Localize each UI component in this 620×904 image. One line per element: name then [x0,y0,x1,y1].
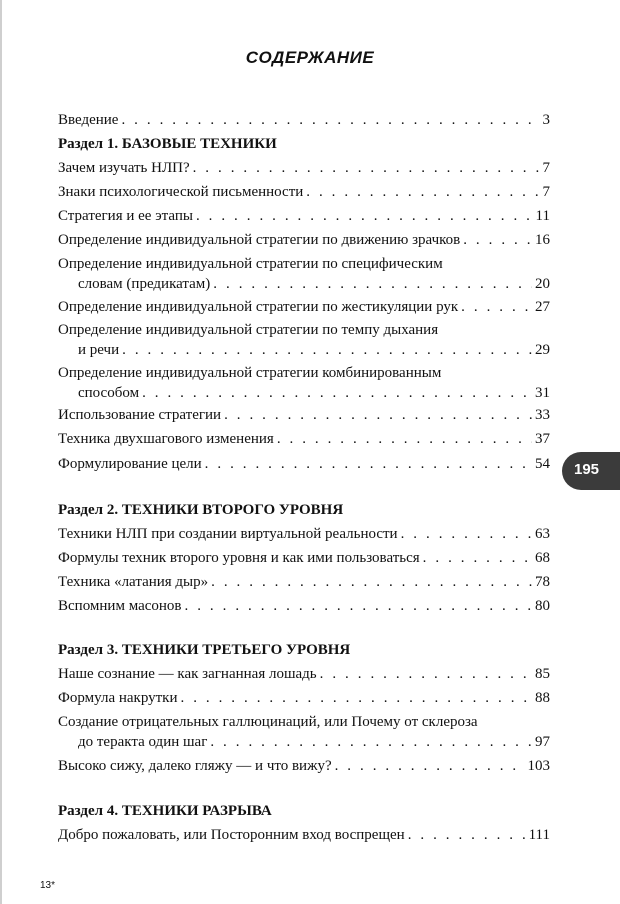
dot-leader [408,825,526,845]
dot-leader [205,454,532,474]
toc-entry: Формулы техник второго уровня и как ими пользоваться . . . 68 [58,548,550,568]
toc-entry: Вспомним масонов . . . 80 [58,596,550,616]
signature-mark: 13* [40,880,56,891]
toc-entry: Техники НЛП при создании виртуальной реальности . . . 63 [58,524,550,544]
page-title: СОДЕРЖАНИЕ [245,48,375,67]
dot-leader [463,230,532,250]
section-heading-4: Раздел 4. ТЕХНИКИ РАЗРЫВА [58,803,272,819]
dot-leader [277,429,532,449]
dot-leader [181,688,533,708]
toc-entry: Техника «латания дыр» . . . 78 [58,572,550,592]
toc-entry: Использование стратегии . . . 33 [58,405,550,425]
toc-entry: Определение индивидуальной стратегии по темпу дыхания и речи . . . 29 [58,320,550,360]
section-heading-2: Раздел 2. ТЕХНИКИ ВТОРОГО УРОВНЯ [58,502,344,518]
dot-leader [142,383,532,403]
toc-entry: Определение индивидуальной стратегии по специфическим словам (предикатам) . . . 20 [58,254,550,294]
dot-leader [335,756,525,776]
dot-leader [213,274,532,294]
page-number-tab [562,452,620,490]
toc-entry: Создание отрицательных галлюцинаций, или Почему от склероза до теракта один шаг . . . 97 [58,712,550,752]
toc-entry-page: 3 [542,112,550,128]
dot-leader [320,664,532,684]
dot-leader [185,596,532,616]
dot-leader [401,524,532,544]
dot-leader [306,182,539,202]
dot-leader [121,110,539,130]
dot-leader [122,340,532,360]
dot-leader [211,572,532,592]
toc-entry: Высоко сижу, далеко гляжу — и что вижу? . . . 103 [58,756,550,776]
toc-entry: Определение индивидуальной стратегии комбинированным способом . . . 31 [58,363,550,403]
toc-entry: Знаки психологической письменности . . . 7 [58,182,550,202]
section-heading-1: Раздел 1. БАЗОВЫЕ ТЕХНИКИ [58,136,277,152]
dot-leader [196,206,533,226]
dot-leader [461,297,532,317]
toc-entry: Определение индивидуальной стратегии по жестикуляции рук . . . 27 [58,297,550,317]
toc-entry: Формулирование цели . . . 54 [58,454,550,474]
toc-entry: Определение индивидуальной стратегии по движению зрачков . . . 16 [58,230,550,250]
dot-leader [193,158,540,178]
dot-leader [423,548,532,568]
toc-entry: Наше сознание — как загнанная лошадь . . . 85 [58,664,550,684]
page-left-edge [0,0,2,904]
toc-entry-intro [58,110,550,130]
toc-entry-title: Введение [58,112,119,128]
toc-entry: Техника двухшагового изменения . . . 37 [58,429,550,449]
page-number: 195 [574,461,600,478]
toc-entry: Формула накрутки . . . 88 [58,688,550,708]
dot-leader [210,732,532,752]
dot-leader [224,405,532,425]
toc-entry: Добро пожаловать, или Посторонним вход воспрещен . . . 111 [58,825,550,845]
toc-entry: Зачем изучать НЛП? . . . 7 [58,158,550,178]
toc-entry: Стратегия и ее этапы . . . 11 [58,206,550,226]
section-heading-3: Раздел 3. ТЕХНИКИ ТРЕТЬЕГО УРОВНЯ [58,642,351,658]
